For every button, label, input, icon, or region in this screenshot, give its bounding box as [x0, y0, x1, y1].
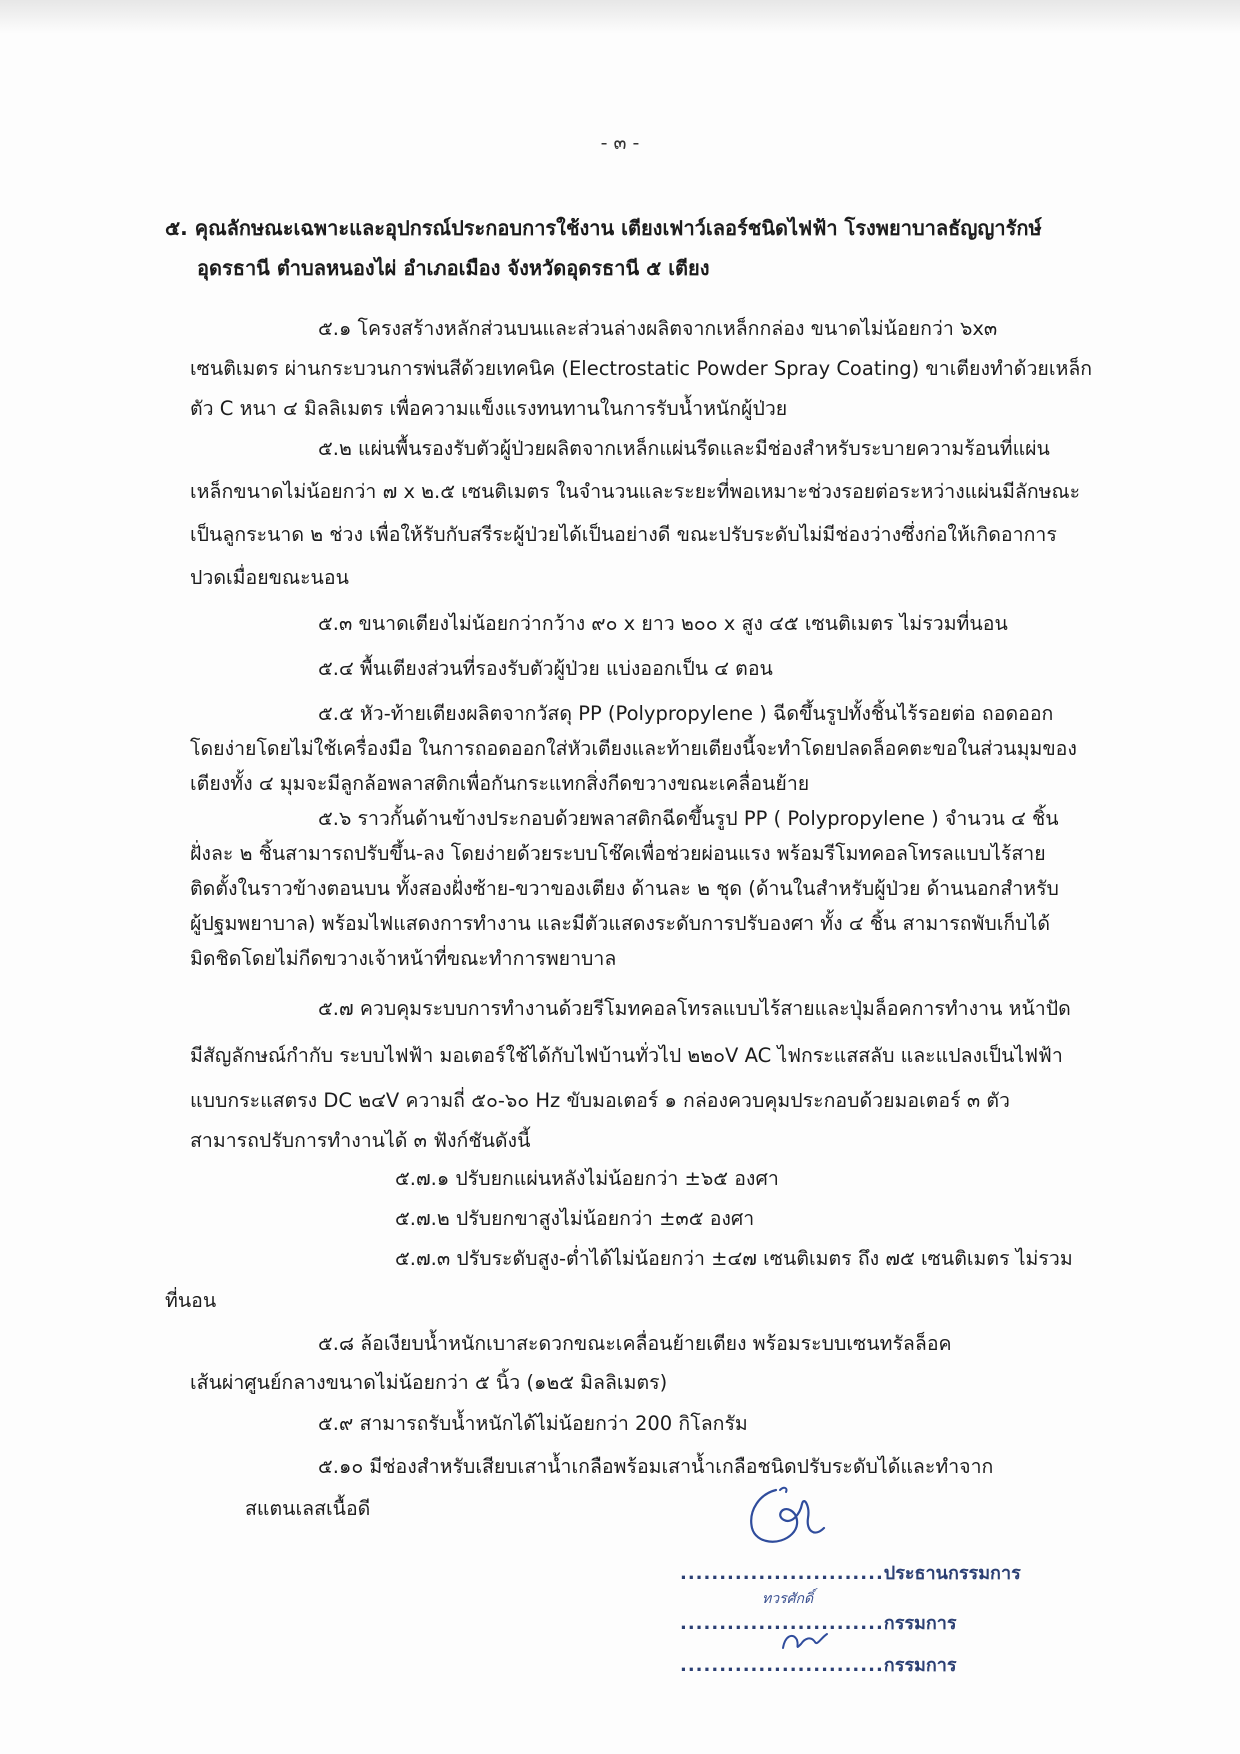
- chairman-title: ประธานกรรมการ: [883, 1563, 1021, 1584]
- member2-title: กรรมการ: [883, 1655, 957, 1676]
- body-line: มีสัญลักษณ์กำกับ ระบบไฟฟ้า มอเตอร์ใช้ได้กับไฟบ้านทั่วไป ๒๒๐V AC ไฟกระแสสลับ และแปลงเป็นไฟฟ้า: [190, 1044, 1063, 1067]
- body-line: เป็นลูกระนาด ๒ ช่วง เพื่อให้รับกับสรีระผู้ป่วยได้เป็นอย่างดี ขณะปรับระดับไม่มีช่องว่างซึ่งก่อให้เกิดอาการ: [190, 523, 1057, 546]
- body-line: เซนติเมตร ผ่านกระบวนการพ่นสีด้วยเทคนิค (Electrostatic Powder Spray Coating) ขาเตียงทำด้วยเหล็ก: [190, 357, 1093, 380]
- body-line: ๕.๗.๑ ปรับยกแผ่นหลังไม่น้อยกว่า ±๖๕ องศา: [395, 1167, 779, 1190]
- signature-dots: ..........................: [680, 1613, 884, 1634]
- body-line: เส้นผ่าศูนย์กลางขนาดไม่น้อยกว่า ๕ นิ้ว (๑๒๕ มิลลิเมตร): [190, 1371, 668, 1394]
- body-line: ฝั่งละ ๒ ชิ้นสามารถปรับขึ้น-ลง โดยง่ายด้วยระบบโช๊คเพื่อช่วยผ่อนแรง พร้อมรีโมทคอลโทรลแบบไร้สาย: [190, 842, 1046, 865]
- body-line: ๕.๔ พื้นเตียงส่วนที่รองรับตัวผู้ป่วย แบ่งออกเป็น ๔ ตอน: [318, 657, 773, 680]
- body-line: สามารถปรับการทำงานได้ ๓ ฟังก์ชันดังนี้: [190, 1129, 531, 1152]
- body-line: โดยง่ายโดยไม่ใช้เครื่องมือ ในการถอดออกใส่หัวเตียงและท้ายเตียงนี้จะทำโดยปลดล็อคตะขอในส่วนมุมของ: [190, 737, 1077, 760]
- body-line: ๕.๖ ราวกั้นด้านข้างประกอบด้วยพลาสติกฉีดขึ้นรูป PP ( Polypropylene ) จำนวน ๔ ชิ้น: [318, 807, 1059, 830]
- member2-signature-line: [680, 1650, 957, 1679]
- section-heading: [165, 208, 1115, 288]
- signature-dots: ..........................: [680, 1655, 884, 1676]
- body-line: ตัว C หนา ๔ มิลลิเมตร เพื่อความแข็งแรงทนทานในการรับน้ำหนักผู้ป่วย: [190, 397, 788, 420]
- body-line: ที่นอน: [165, 1289, 217, 1312]
- body-line: ๕.๗.๒ ปรับยกขาสูงไม่น้อยกว่า ±๓๕ องศา: [395, 1207, 755, 1230]
- body-line: ๕.๑๐ มีช่องสำหรับเสียบเสาน้ำเกลือพร้อมเสาน้ำเกลือชนิดปรับระดับได้และทำจาก: [318, 1455, 994, 1478]
- member1-title: กรรมการ: [883, 1613, 957, 1634]
- body-line: แบบกระแสตรง DC ๒๔V ความถี่ ๕๐-๖๐ Hz ขับมอเตอร์ ๑ กล่องควบคุมประกอบด้วยมอเตอร์ ๓ ตัว: [190, 1089, 1010, 1112]
- heading-line-2: อุดรธานี ตำบลหนองไผ่ อำเภอเมือง จังหวัดอุดรธานี ๕ เตียง: [197, 256, 710, 280]
- body-line: ๕.๘ ล้อเงียบน้ำหนักเบาสะดวกขณะเคลื่อนย้ายเตียง พร้อมระบบเซนทรัลล็อค: [318, 1332, 952, 1355]
- body-line: ๕.๑ โครงสร้างหลักส่วนบนและส่วนล่างผลิตจากเหล็กกล่อง ขนาดไม่น้อยกว่า ๖x๓: [318, 317, 998, 340]
- body-line: เหล็กขนาดไม่น้อยกว่า ๗ x ๒.๕ เซนติเมตร ในจำนวนและระยะที่พอเหมาะช่วงรอยต่อระหว่างแผ่นมีลักษณะ: [190, 480, 1081, 503]
- member1-handwritten-name: ทวรศักดิ์: [762, 1591, 814, 1607]
- body-line: มิดชิดโดยไม่กีดขวางเจ้าหน้าที่ขณะทำการพยาบาล: [190, 947, 617, 970]
- body-line: ติดตั้งในราวข้างตอนบน ทั้งสองฝั่งซ้าย-ขวาของเตียง ด้านละ ๒ ชุด (ด้านในสำหรับผู้ป่วย ด้านนอกสำหรับ: [190, 877, 1059, 900]
- body-line: เตียงทั้ง ๔ มุมจะมีลูกล้อพลาสติกเพื่อกันกระแทกสิ่งกีดขวางขณะเคลื่อนย้าย: [190, 772, 810, 795]
- signature-block: [680, 1490, 1040, 1680]
- body-line: ปวดเมื่อยขณะนอน: [190, 566, 349, 589]
- scan-top-shadow: [0, 0, 1240, 34]
- signature-dots: ..........................: [680, 1563, 884, 1584]
- body-line: ผู้ปฐมพยาบาล) พร้อมไฟแสดงการทำงาน และมีตัวแสดงระดับการปรับองศา ทั้ง ๔ ชิ้น สามารถพับเก็บได้: [190, 912, 1051, 935]
- body-line: ๕.๕ หัว-ท้ายเตียงผลิตจากวัสดุ PP (Polypropylene ) ฉีดขึ้นรูปทั้งชิ้นไร้รอยต่อ ถอดออก: [318, 702, 1054, 725]
- chairman-signature-line: [680, 1558, 1021, 1587]
- heading-line-1: ๕. คุณลักษณะเฉพาะและอุปกรณ์ประกอบการใช้งาน เตียงเฟาว์เลอร์ชนิดไฟฟ้า โรงพยาบาลธัญญารักษ์: [165, 216, 1042, 240]
- body-line: ๕.๙ สามารถรับน้ำหนักได้ไม่น้อยกว่า 200 กิโลกรัม: [318, 1412, 748, 1435]
- body-line: ๕.๗ ควบคุมระบบการทำงานด้วยรีโมทคอลโทรลแบบไร้สายและปุ่มล็อคการทำงาน หน้าปัด: [318, 997, 1071, 1020]
- page-number: - ๓ -: [600, 132, 640, 154]
- body-line: ๕.๒ แผ่นพื้นรองรับตัวผู้ป่วยผลิตจากเหล็กแผ่นรีดและมีช่องสำหรับระบายความร้อนที่แผ่น: [318, 437, 1050, 460]
- body-line: ๕.๗.๓ ปรับระดับสูง-ต่ำได้ไม่น้อยกว่า ±๔๗ เซนติเมตร ถึง ๗๕ เซนติเมตร ไม่รวม: [395, 1247, 1073, 1270]
- chairman-signature-image: [740, 1484, 840, 1554]
- body-line: ๕.๓ ขนาดเตียงไม่น้อยกว่ากว้าง ๙๐ x ยาว ๒๐๐ x สูง ๔๕ เซนติเมตร ไม่รวมที่นอน: [318, 612, 1008, 635]
- body-line: สแตนเลสเนื้อดี: [245, 1497, 371, 1520]
